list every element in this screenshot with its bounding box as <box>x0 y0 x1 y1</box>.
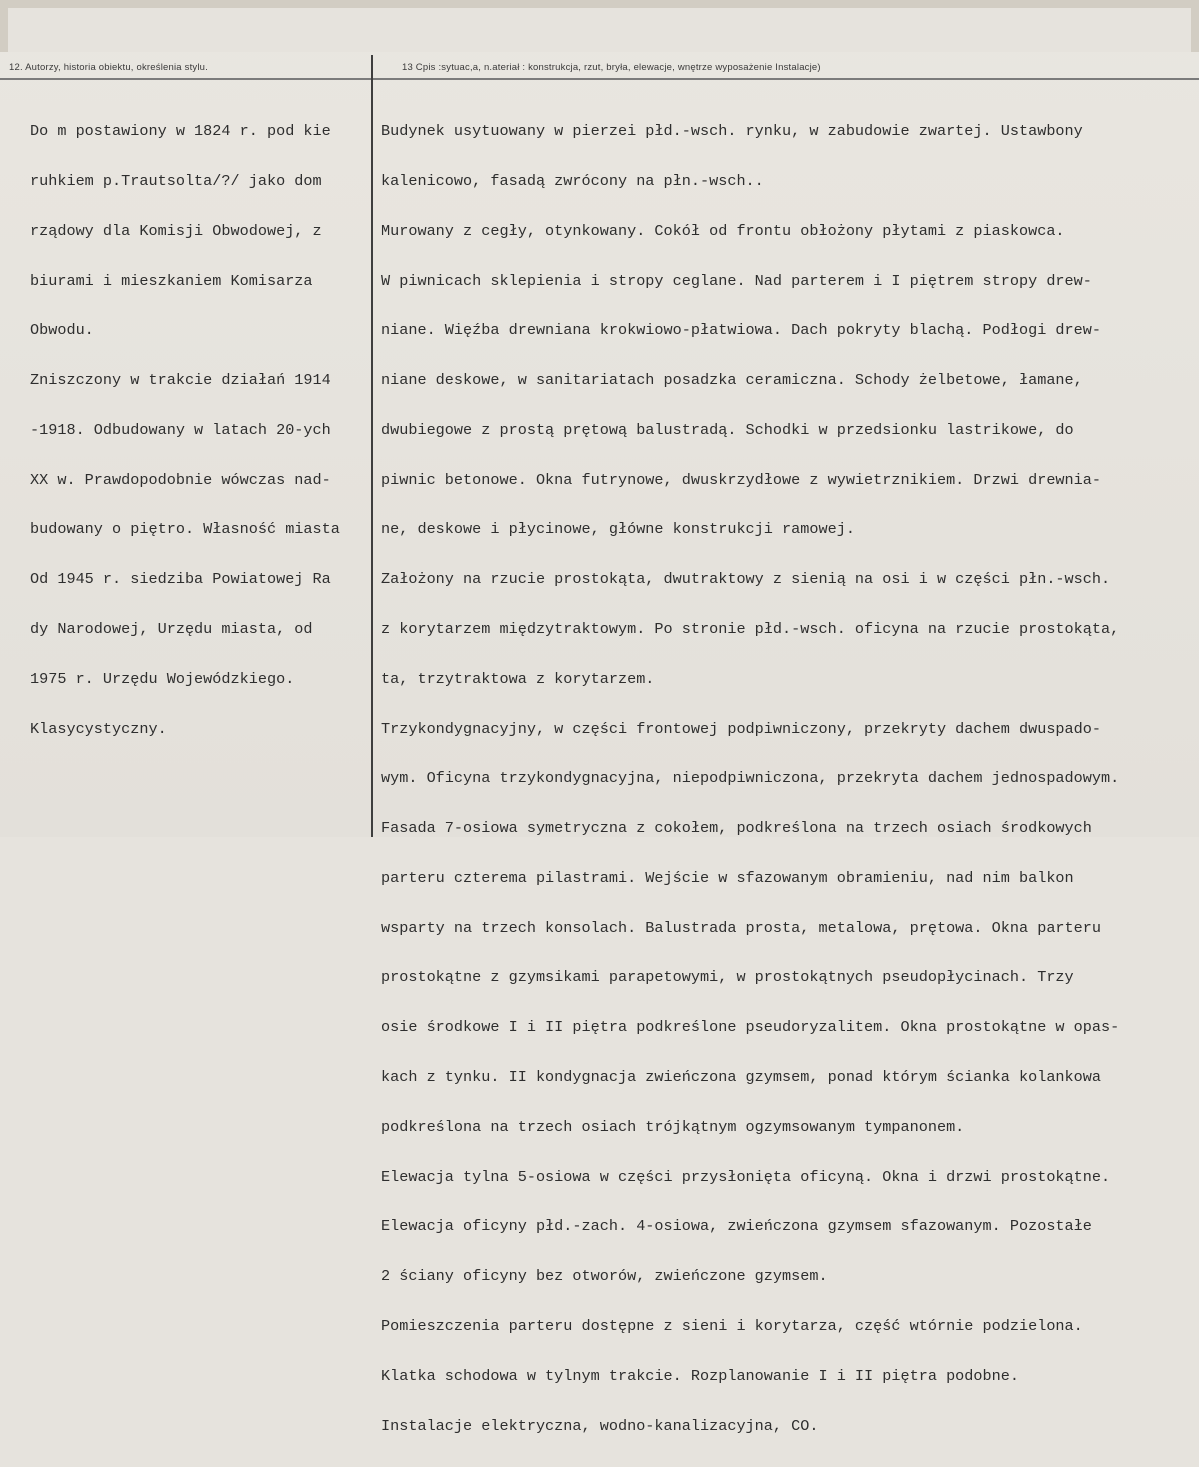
description-line: Budynek usytuowany w pierzei płd.-wsch. rynku, w zabudowie zwartej. Ustawbony <box>381 122 1083 141</box>
history-line: XX w. Prawdopodobnie wówczas nad- <box>30 470 331 489</box>
history-line: rządowy dla Komisji Obwodowej, z <box>30 221 322 240</box>
description-line: Fasada 7-osiowa symetryczna z cokołem, podkreślona na trzech osiach środkowych <box>381 819 1092 838</box>
top-border <box>0 0 1199 52</box>
history-line: Od 1945 r. siedziba Powiatowej Ra <box>30 570 331 589</box>
description-line: 2 ściany oficyny bez otworów, zwieńczone gzymsem. <box>381 1267 828 1286</box>
description-line: Murowany z cegły, otynkowany. Cokół od frontu obłożony płytami z piaskowca. <box>381 221 1065 240</box>
description-line: wym. Oficyna trzykondygnacyjna, niepodpiwniczona, przekryta dachem jednospadowym. <box>381 769 1120 788</box>
description-line: kalenicowo, fasadą zwrócony na płn.-wsch.. <box>381 171 764 190</box>
description-line: niane. Więźba drewniana krokwiowo-płatwiowa. Dach pokryty blachą. Podłogi drew- <box>381 321 1102 340</box>
history-line: 1975 r. Urzędu Wojewódzkiego. <box>30 669 295 688</box>
description-line: podkreślona na trzech osiach trójkątnym ogzymsowanym tympanonem. <box>381 1117 965 1136</box>
description-line: osie środkowe I i II piętra podkreślone pseudoryzalitem. Okna prostokątne w opas- <box>381 1018 1120 1037</box>
top-border-inner <box>8 8 1191 52</box>
section-13-heading: 13 Cpis :sytuac,a, n.ateriał : konstrukcja, rzut, bryła, elewacje, wnętrze wyposażenie Instalacje) <box>402 62 821 73</box>
description-line: piwnic betonowe. Okna futrynowe, dwuskrzydłowe z wywietrznikiem. Drzwi drewnia- <box>381 470 1102 489</box>
description-line: parteru czterema pilastrami. Wejście w sfazowanym obramieniu, nad nim balkon <box>381 868 1074 887</box>
history-line: dy Narodowej, Urzędu miasta, od <box>30 620 313 638</box>
description-line: Instalacje elektryczna, wodno-kanalizacyjna, CO. <box>381 1416 819 1435</box>
description-line: Założony na rzucie prostokąta, dwutraktowy z sienią na osi i w części płn.-wsch. <box>381 570 1111 589</box>
history-line: Do m postawiony w 1824 r. pod kie <box>30 122 331 141</box>
description-line: prostokątne z gzymsikami parapetowymi, w prostokątnych pseudopłycinach. Trzy <box>381 968 1074 987</box>
description-line: W piwnicach sklepienia i stropy ceglane. Nad parterem i I piętrem stropy drew- <box>381 271 1092 290</box>
history-line: Zniszczony w trakcie działań 1914 <box>30 371 331 390</box>
history-line: Klasycystyczny. <box>30 719 167 738</box>
description-line: kach z tynku. II kondygnacja zwieńczona gzymsem, ponad którym ścianka kolankowa <box>381 1068 1102 1087</box>
description-text-column <box>381 90 1195 1467</box>
section-12-heading: 12. Autorzy, historia obiektu, określenia stylu. <box>9 62 208 73</box>
description-line: Klatka schodowa w tylnym trakcie. Rozplanowanie I i II piętra podobne. <box>381 1366 1019 1385</box>
description-line: z korytarzem międzytraktowym. Po stronie płd.-wsch. oficyna na rzucie prostokąta, <box>381 620 1120 638</box>
description-line: Pomieszczenia parteru dostępne z sieni i korytarza, część wtórnie podzielona. <box>381 1316 1083 1335</box>
history-line: biurami i mieszkaniem Komisarza <box>30 271 313 290</box>
description-line: dwubiegowe z prostą prętową balustradą. Schodki w przedsionku lastrikowe, do <box>381 420 1074 439</box>
description-line: niane deskowe, w sanitariatach posadzka ceramiczna. Schody żelbetowe, łamane, <box>381 371 1083 390</box>
history-line: budowany o piętro. Własność miasta <box>30 520 340 539</box>
description-line: Elewacja tylna 5-osiowa w części przysłonięta oficyną. Okna i drzwi prostokątne. <box>381 1167 1111 1186</box>
history-line: ruhkiem p.Trautsolta/?/ jako dom <box>30 171 322 190</box>
header-rule <box>0 78 1199 80</box>
description-line: Elewacja oficyny płd.-zach. 4-osiowa, zwieńczona gzymsem sfazowanym. Pozostałe <box>381 1217 1092 1236</box>
description-line: wsparty na trzech konsolach. Balustrada prosta, metalowa, prętowa. Okna parteru <box>381 918 1102 937</box>
description-line: ta, trzytraktowa z korytarzem. <box>381 669 655 688</box>
history-line: Obwodu. <box>30 321 94 340</box>
description-line: ne, deskowe i płycinowe, główne konstrukcji ramowej. <box>381 520 855 539</box>
history-line: -1918. Odbudowany w latach 20-ych <box>30 420 331 439</box>
column-divider <box>371 55 373 837</box>
description-line: Trzykondygnacyjny, w części frontowej podpiwniczony, przekryty dachem dwuspado- <box>381 719 1102 738</box>
history-text-column <box>30 90 368 770</box>
